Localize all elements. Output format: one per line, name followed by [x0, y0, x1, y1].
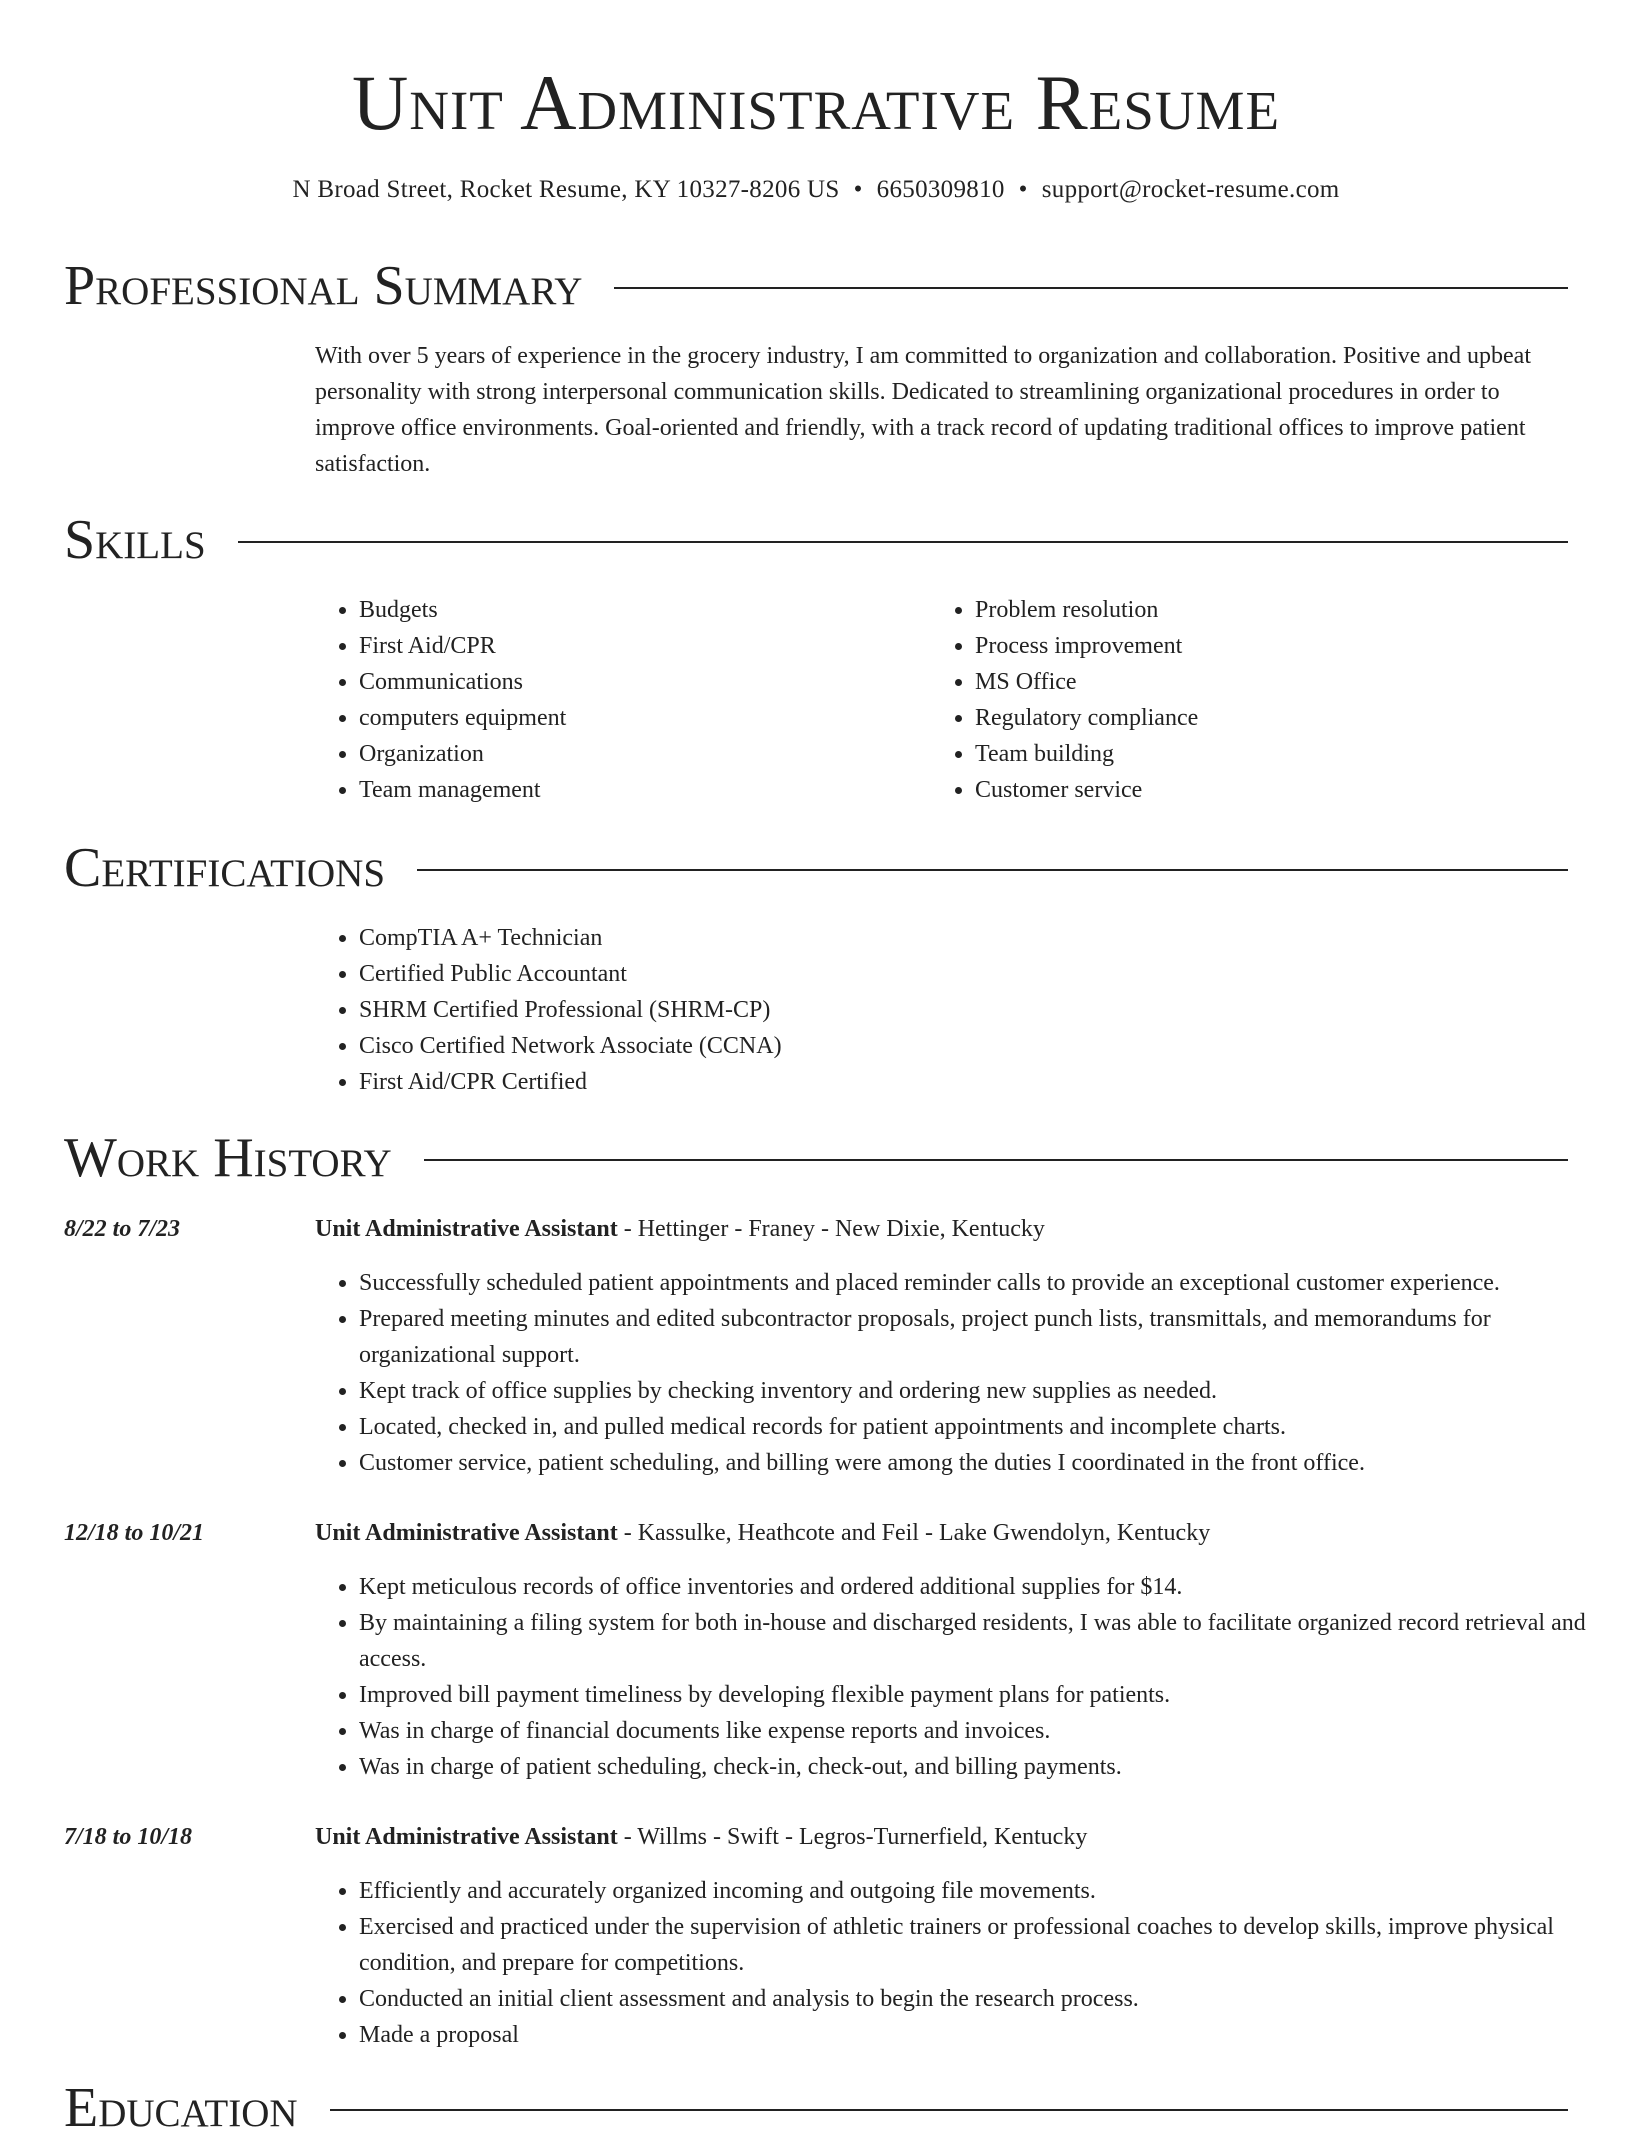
section-divider [417, 869, 1568, 871]
job-title-line [315, 1819, 1087, 1855]
certification-item: • SHRM Certified Professional (SHRM-CP) [359, 992, 782, 1028]
section-title-summary: Professional Summary [64, 255, 583, 317]
certification-item: • First Aid/CPR Certified [359, 1064, 782, 1100]
job-duty-item: • Kept track of office supplies by checking inventory and ordering new supplies as needed. [359, 1373, 1605, 1409]
job-duty-item: • Made a proposal [359, 2017, 1605, 2053]
job-entry [64, 1819, 1568, 2059]
section-header-summary [64, 254, 1568, 318]
skill-item: • computers equipment [359, 700, 915, 736]
job-duty-item: • Customer service, patient scheduling, and billing were among the duties I coordinated in the front office. [359, 1445, 1605, 1481]
job-duty-item: • Was in charge of financial documents like expense reports and invoices. [359, 1713, 1605, 1749]
certification-item: • CompTIA A+ Technician [359, 920, 782, 956]
job-duties [315, 1569, 1605, 1785]
job-entry [64, 1515, 1586, 1785]
job-employer-location: - Hettinger - Franey - New Dixie, Kentucky [617, 1216, 1045, 1242]
job-duty-item: • Conducted an initial client assessment and analysis to begin the research process. [359, 1981, 1605, 2017]
resume-title: Unit Administrative Resume [351, 59, 1281, 146]
skills-list-left [315, 592, 915, 808]
job-duties [315, 1265, 1605, 1481]
job-employer-location: - Willms - Swift - Legros-Turnerfield, Kentucky [617, 1824, 1088, 1850]
certifications-list [315, 920, 782, 1100]
job-duties [315, 1873, 1605, 2053]
section-title-skills: Skills [64, 509, 206, 571]
job-title-line [315, 1211, 1045, 1247]
job-employer-location: - Kassulke, Heathcote and Feil - Lake Gwendolyn, Kentucky [617, 1520, 1211, 1546]
job-duty-item: • Prepared meeting minutes and edited subcontractor proposals, project punch lists, transmittals, and memorandums for organizational support. [359, 1301, 1605, 1373]
skill-item: • Budgets [359, 592, 915, 628]
job-duty-item: • Efficiently and accurately organized incoming and outgoing file movements. [359, 1873, 1605, 1909]
job-duty-item: • Kept meticulous records of office inventories and ordered additional supplies for $14. [359, 1569, 1605, 1605]
contact-email: support@rocket-resume.com [1041, 176, 1340, 203]
skill-item: • Problem resolution [975, 592, 1551, 628]
skill-item: • Process improvement [975, 628, 1551, 664]
section-title-certifications: Certifications [64, 837, 386, 899]
job-title: Unit Administrative Assistant [315, 1824, 618, 1850]
job-dates: 8/22 to 7/23 [64, 1216, 181, 1242]
section-header-work-history [64, 1126, 1568, 1190]
certification-item: • Cisco Certified Network Associate (CCNA) [359, 1028, 782, 1064]
skill-item: • Team management [359, 772, 915, 808]
job-duty-item: • Exercised and practiced under the supervision of athletic trainers or professional coaches to develop skills, improve physical condition, and prepare for competitions. [359, 1909, 1605, 1981]
section-title-work-history: Work History [64, 1127, 392, 1189]
contact-separator: • [853, 176, 863, 203]
job-dates: 12/18 to 10/21 [64, 1520, 205, 1546]
section-header-certifications [64, 836, 1568, 900]
job-duty-item: • By maintaining a filing system for both in-house and discharged residents, I was able to facilitate organized record retrieval and access. [359, 1605, 1605, 1677]
summary-text: With over 5 years of experience in the grocery industry, I am committed to organization and collaboration. Positive and upbeat personality with strong interpersonal communication skills. Dedicated to streamlining organizational procedures in order to improve office environments. Goal-oriented and friendly, with a track record of updating traditional offices to improve patient satisfaction. [315, 343, 1531, 477]
skills-list-right [931, 592, 1551, 808]
skill-item: • Regulatory compliance [975, 700, 1551, 736]
section-divider [614, 287, 1568, 289]
job-duty-item: • Was in charge of patient scheduling, check-in, check-out, and billing payments. [359, 1749, 1605, 1785]
skill-item: • Organization [359, 736, 915, 772]
skill-item: • MS Office [975, 664, 1551, 700]
section-title-education: Education [64, 2077, 298, 2139]
section-divider [424, 1159, 1568, 1161]
job-duty-item: • Successfully scheduled patient appointments and placed reminder calls to provide an exceptional customer experience. [359, 1265, 1605, 1301]
job-title-line [315, 1515, 1210, 1551]
job-title: Unit Administrative Assistant [315, 1216, 618, 1242]
contact-line [0, 174, 1632, 206]
contact-phone: 6650309810 [876, 176, 1005, 203]
section-header-skills [64, 508, 1568, 572]
job-title: Unit Administrative Assistant [315, 1520, 618, 1546]
skill-item: • Customer service [975, 772, 1551, 808]
section-divider [330, 2109, 1568, 2111]
job-duty-item: • Located, checked in, and pulled medical records for patient appointments and incomplete charts. [359, 1409, 1605, 1445]
contact-separator: • [1018, 176, 1028, 203]
job-duty-item: • Improved bill payment timeliness by developing flexible payment plans for patients. [359, 1677, 1605, 1713]
contact-address: N Broad Street, Rocket Resume, KY 10327-8206 US [292, 176, 840, 203]
certification-item: • Certified Public Accountant [359, 956, 782, 992]
section-divider [238, 541, 1568, 543]
skill-item: • Team building [975, 736, 1551, 772]
section-header-education [64, 2076, 1568, 2140]
job-dates: 7/18 to 10/18 [64, 1824, 193, 1850]
skill-item: • First Aid/CPR [359, 628, 915, 664]
skill-item: • Communications [359, 664, 915, 700]
job-entry [64, 1211, 1568, 1481]
